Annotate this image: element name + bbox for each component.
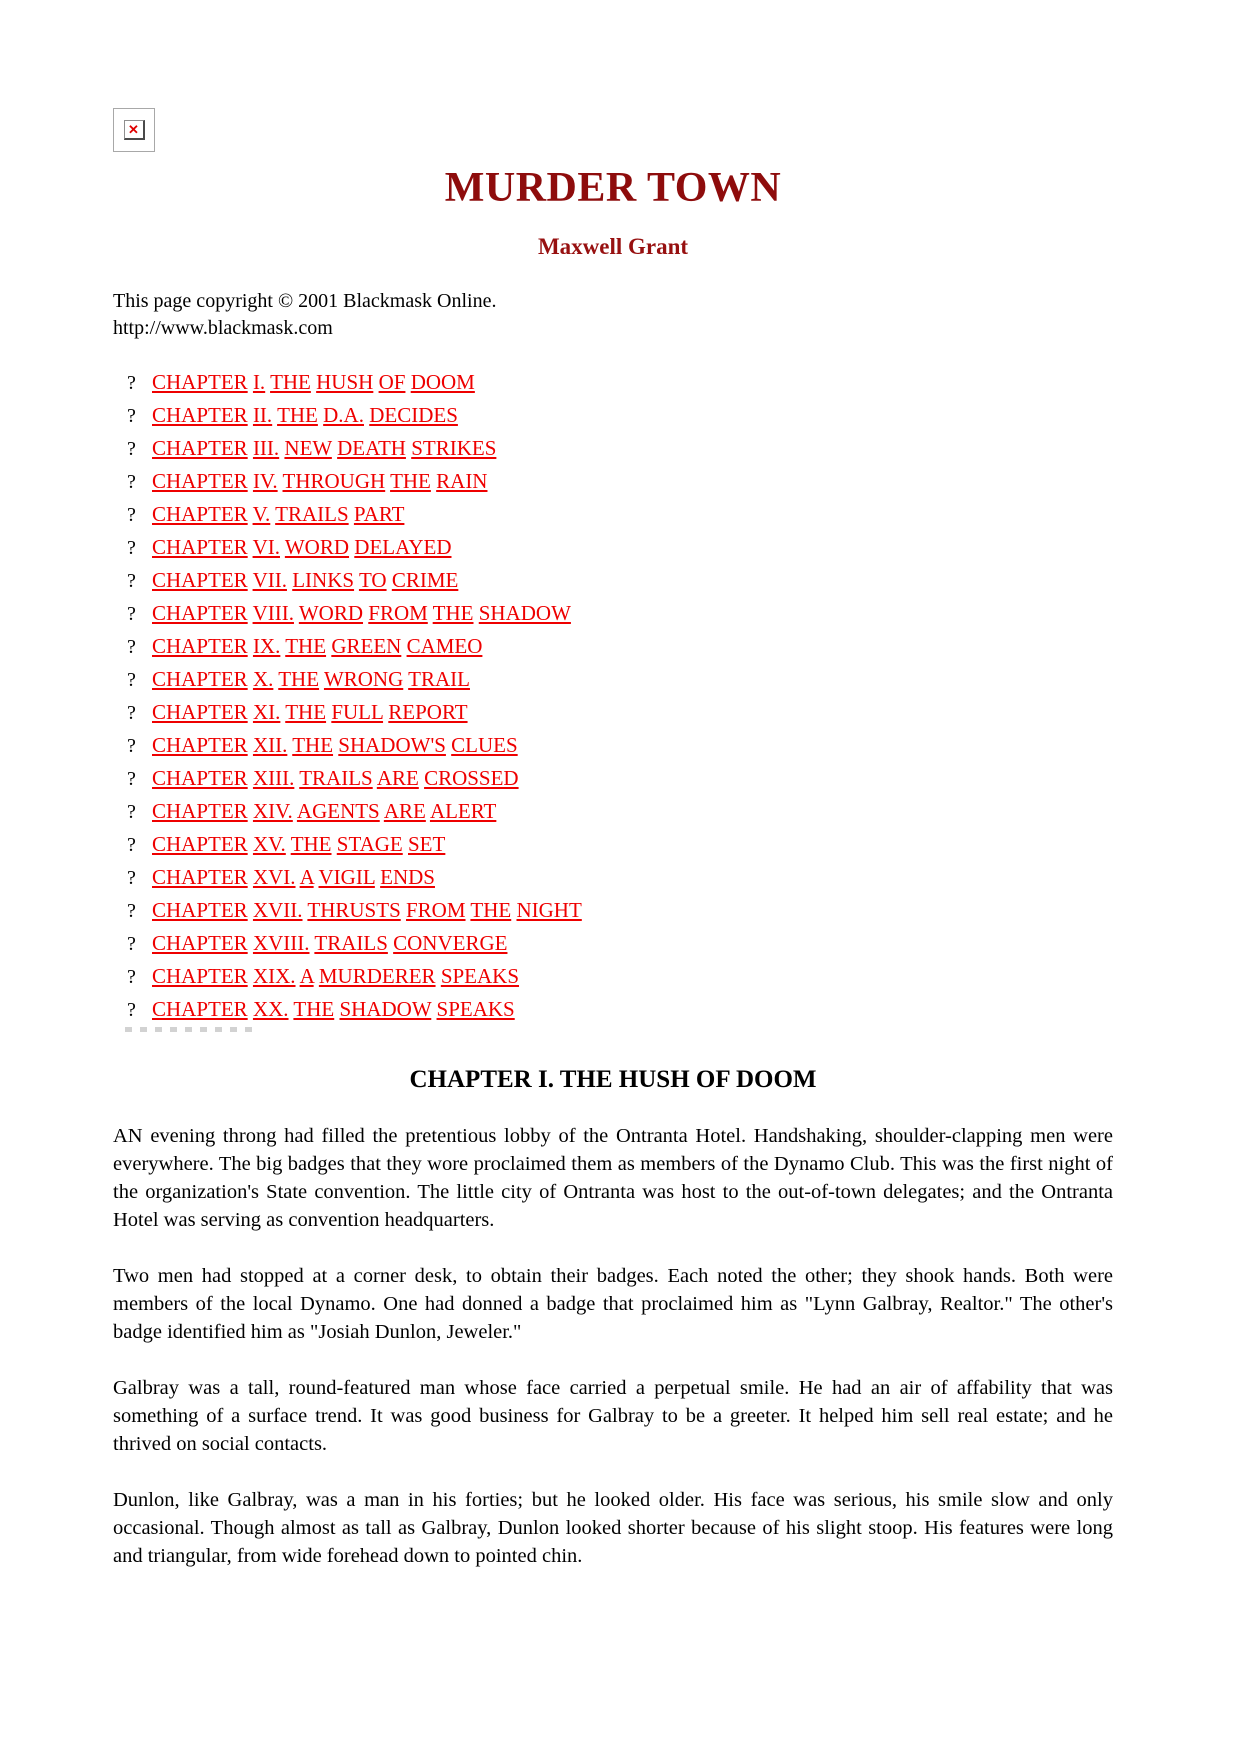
toc-item — [127, 993, 1113, 1026]
list-bullet-glyph: ? — [127, 372, 136, 394]
toc-item — [127, 399, 1113, 432]
chapter-link[interactable]: CHAPTER X. THE WRONG TRAIL — [152, 667, 470, 691]
list-bullet-glyph: ? — [127, 735, 136, 757]
list-bullet-glyph: ? — [127, 966, 136, 988]
red-x-icon: ✕ — [128, 122, 139, 137]
chapter-link[interactable]: CHAPTER XI. THE FULL REPORT — [152, 700, 468, 724]
list-bullet-glyph: ? — [127, 504, 136, 526]
toc-item — [127, 762, 1113, 795]
toc-item — [127, 498, 1113, 531]
list-bullet-glyph: ? — [127, 702, 136, 724]
toc-item — [127, 531, 1113, 564]
list-bullet-glyph: ? — [127, 537, 136, 559]
chapter-link[interactable]: CHAPTER XIX. A MURDERER SPEAKS — [152, 964, 520, 988]
chapter-link[interactable]: CHAPTER XIV. AGENTS ARE ALERT — [152, 799, 497, 823]
table-of-contents — [113, 366, 1113, 1026]
toc-item — [127, 465, 1113, 498]
toc-item — [127, 663, 1113, 696]
list-bullet-glyph: ? — [127, 438, 136, 460]
toc-item — [127, 630, 1113, 663]
chapter-link[interactable]: CHAPTER VII. LINKS TO CRIME — [152, 568, 459, 592]
author-byline: Maxwell Grant — [537, 234, 689, 259]
toc-item — [127, 597, 1113, 630]
toc-item — [127, 927, 1113, 960]
chapter-link[interactable]: CHAPTER XVII. THRUSTS FROM THE NIGHT — [152, 898, 582, 922]
list-bullet-glyph: ? — [127, 603, 136, 625]
copyright-url: http://www.blackmask.com — [113, 317, 333, 339]
chapter-link[interactable]: CHAPTER II. THE D.A. DECIDES — [152, 403, 458, 427]
chapter-link[interactable]: CHAPTER VIII. WORD FROM THE SHADOW — [152, 601, 571, 625]
clipped-text-artifact — [125, 1027, 257, 1032]
list-bullet-glyph: ? — [127, 768, 136, 790]
chapter-link[interactable]: CHAPTER VI. WORD DELAYED — [152, 535, 452, 559]
body-paragraph: Dunlon, like Galbray, was a man in his forties; but he looked older. His face was serious, his smile slow and only occasional. Though almost as tall as Galbray, Dunlon looked shorter because of his slight stoop. His features were long and triangular, from wide forehead down to pointed chin. — [113, 1489, 1113, 1567]
toc-item — [127, 960, 1113, 993]
list-bullet-glyph: ? — [127, 636, 136, 658]
list-bullet-glyph: ? — [127, 570, 136, 592]
chapter-heading: CHAPTER I. THE HUSH OF DOOM — [409, 1066, 817, 1093]
chapter-link[interactable]: CHAPTER XVIII. TRAILS CONVERGE — [152, 931, 508, 955]
chapter-body — [113, 1122, 1113, 1570]
page-title: MURDER TOWN — [444, 165, 782, 211]
chapter-link[interactable]: CHAPTER XX. THE SHADOW SPEAKS — [152, 997, 515, 1021]
chapter-link[interactable]: CHAPTER I. THE HUSH OF DOOM — [152, 370, 475, 394]
chapter-link[interactable]: CHAPTER XIII. TRAILS ARE CROSSED — [152, 766, 519, 790]
toc-item — [127, 366, 1113, 399]
chapter-link[interactable]: CHAPTER III. NEW DEATH STRIKES — [152, 436, 497, 460]
list-bullet-glyph: ? — [127, 471, 136, 493]
broken-image-inner-box — [124, 120, 145, 140]
toc-item — [127, 861, 1113, 894]
list-bullet-glyph: ? — [127, 669, 136, 691]
list-bullet-glyph: ? — [127, 801, 136, 823]
copyright-text: This page copyright © 2001 Blackmask Online. — [113, 290, 497, 312]
toc-item — [127, 729, 1113, 762]
toc-item — [127, 894, 1113, 927]
toc-item — [127, 696, 1113, 729]
body-paragraph: Two men had stopped at a corner desk, to obtain their badges. Each noted the other; they shook hands. Both were members of the local Dynamo. One had donned a badge that proclaimed him as "Lynn Galbray, Realtor." The other's badge identified him as "Josiah Dunlon, Jeweler." — [113, 1265, 1113, 1343]
chapter-link[interactable]: CHAPTER IV. THROUGH THE RAIN — [152, 469, 488, 493]
list-bullet-glyph: ? — [127, 999, 136, 1021]
list-bullet-glyph: ? — [127, 834, 136, 856]
chapter-link[interactable]: CHAPTER IX. THE GREEN CAMEO — [152, 634, 483, 658]
list-bullet-glyph: ? — [127, 405, 136, 427]
broken-image-icon — [113, 108, 155, 152]
chapter-link[interactable]: CHAPTER XVI. A VIGIL ENDS — [152, 865, 435, 889]
toc-item — [127, 828, 1113, 861]
copyright-notice — [113, 288, 1113, 342]
chapter-link[interactable]: CHAPTER XV. THE STAGE SET — [152, 832, 446, 856]
toc-item — [127, 432, 1113, 465]
toc-item — [127, 564, 1113, 597]
list-bullet-glyph: ? — [127, 933, 136, 955]
body-paragraph: AN evening throng had filled the pretentious lobby of the Ontranta Hotel. Handshaking, shoulder-clapping men were everywhere. The big badges that they wore proclaimed them as members of the Dynamo Club. This was the first night of the organization's State convention. The little city of Ontranta was host to the out-of-town delegates; and the Ontranta Hotel was serving as convention headquarters. — [113, 1125, 1113, 1231]
toc-item — [127, 795, 1113, 828]
body-paragraph: Galbray was a tall, round-featured man whose face carried a perpetual smile. He had an air of affability that was something of a surface trend. It was good business for Galbray to be a greeter. It helped him sell real estate; and he thrived on social contacts. — [113, 1377, 1113, 1455]
chapter-link[interactable]: CHAPTER V. TRAILS PART — [152, 502, 405, 526]
chapter-link[interactable]: CHAPTER XII. THE SHADOW'S CLUES — [152, 733, 518, 757]
list-bullet-glyph: ? — [127, 900, 136, 922]
list-bullet-glyph: ? — [127, 867, 136, 889]
